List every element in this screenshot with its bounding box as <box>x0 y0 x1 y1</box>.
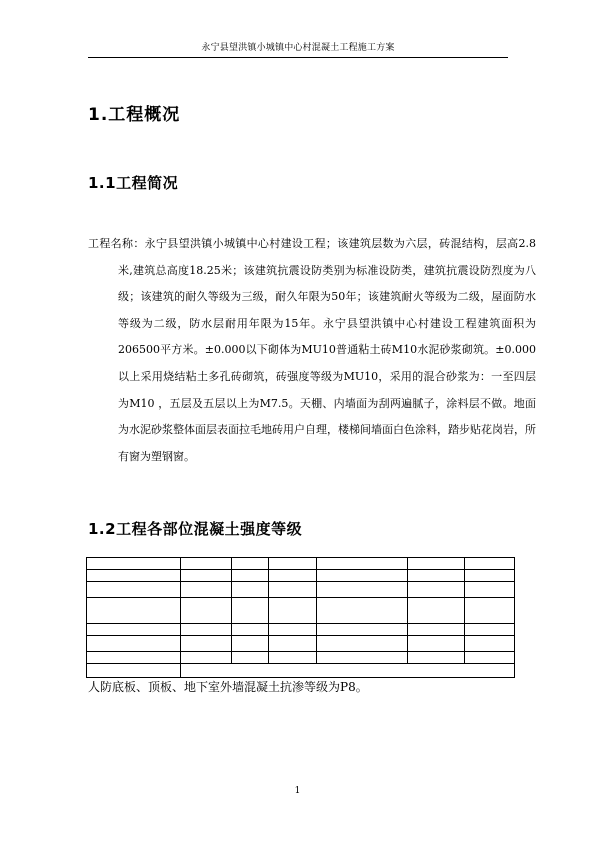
table-cell <box>87 664 181 678</box>
table-cell <box>317 570 408 582</box>
table-cell <box>465 636 515 652</box>
table-cell <box>232 636 269 652</box>
table-row <box>87 624 515 636</box>
table-cell <box>465 598 515 624</box>
table-cell <box>465 582 515 598</box>
table-row <box>87 558 515 570</box>
table-cell <box>181 570 232 582</box>
table-cell <box>408 570 465 582</box>
table-cell <box>465 652 515 664</box>
table-cell <box>269 570 317 582</box>
table-cell <box>232 624 269 636</box>
table-cell <box>317 624 408 636</box>
table-cell <box>408 582 465 598</box>
table-cell <box>87 652 181 664</box>
table-cell <box>269 598 317 624</box>
table-cell <box>465 558 515 570</box>
table-cell <box>465 624 515 636</box>
table-row <box>87 598 515 624</box>
table-row <box>87 664 515 678</box>
table-cell <box>317 598 408 624</box>
project-description-paragraph: 工程名称：永宁县望洪镇小城镇中心村建设工程；该建筑层数为六层，砖混结构，层高2.8米,建筑总高度18.25米；该建筑抗震设防类别为标准设防类，建筑抗震设防烈度为八级；该建筑的耐久等级为三级，耐久年限为50年；该建筑耐火等级为二级，屋面防水等级为二级，防水层耐用年限为15年。永宁县望洪镇中心村建设工程建筑面积为206500平方米。±0.000以下砌体为MU10普通粘土砖M10水泥砂浆砌筑。±0.000以上采用烧结粘土多孔砖砌筑，砖强度等级为MU10，采用的混合砂浆为：一至四层为M10 ，五层及五层以上为M7.5。天棚、内墙面为刮两遍腻子，涂料层不做。地面为水泥砂浆整体面层表面拉毛地砖用户自理，楼梯间墙面白色涂料，踏步贴花岗岩，所有窗为塑钢窗。 <box>88 237 536 463</box>
running-header: 永宁县望洪镇小城镇中心村混凝土工程施工方案 <box>88 40 508 58</box>
table-cell <box>181 558 232 570</box>
table-cell <box>181 598 232 624</box>
section-heading-overview: 1.工程概况 <box>88 105 181 125</box>
table-cell <box>232 598 269 624</box>
table-row <box>87 636 515 652</box>
table-cell <box>408 624 465 636</box>
table-cell <box>232 570 269 582</box>
table-cell <box>408 558 465 570</box>
table-cell <box>181 624 232 636</box>
table-cell <box>181 582 232 598</box>
table-cell <box>408 652 465 664</box>
table-cell <box>317 636 408 652</box>
table-cell <box>181 652 232 664</box>
table-row <box>87 582 515 598</box>
concrete-grade-table <box>86 557 515 678</box>
table-cell <box>317 558 408 570</box>
table-cell <box>232 558 269 570</box>
table-cell <box>87 582 181 598</box>
table-cell <box>408 598 465 624</box>
table-cell <box>269 558 317 570</box>
table-cell <box>87 570 181 582</box>
table-row <box>87 570 515 582</box>
table-cell <box>232 582 269 598</box>
table-cell <box>87 598 181 624</box>
table-cell <box>87 636 181 652</box>
table-cell <box>269 652 317 664</box>
section-heading-project-brief: 1.1工程简况 <box>88 174 179 192</box>
section-heading-concrete-grades: 1.2工程各部位混凝土强度等级 <box>88 520 303 538</box>
table-cell <box>181 636 232 652</box>
table-cell <box>465 570 515 582</box>
table-cell <box>232 652 269 664</box>
table-cell <box>269 624 317 636</box>
table-cell <box>269 582 317 598</box>
table-cell <box>317 582 408 598</box>
table-cell <box>317 652 408 664</box>
table-cell <box>87 558 181 570</box>
table-cell <box>87 624 181 636</box>
impermeability-note: 人防底板、顶板、地下室外墙混凝土抗渗等级为P8。 <box>88 680 368 694</box>
table-cell <box>408 636 465 652</box>
table-row <box>87 652 515 664</box>
page-number: 1 <box>294 786 301 796</box>
table-cell-merged <box>181 664 515 678</box>
table-cell <box>269 636 317 652</box>
